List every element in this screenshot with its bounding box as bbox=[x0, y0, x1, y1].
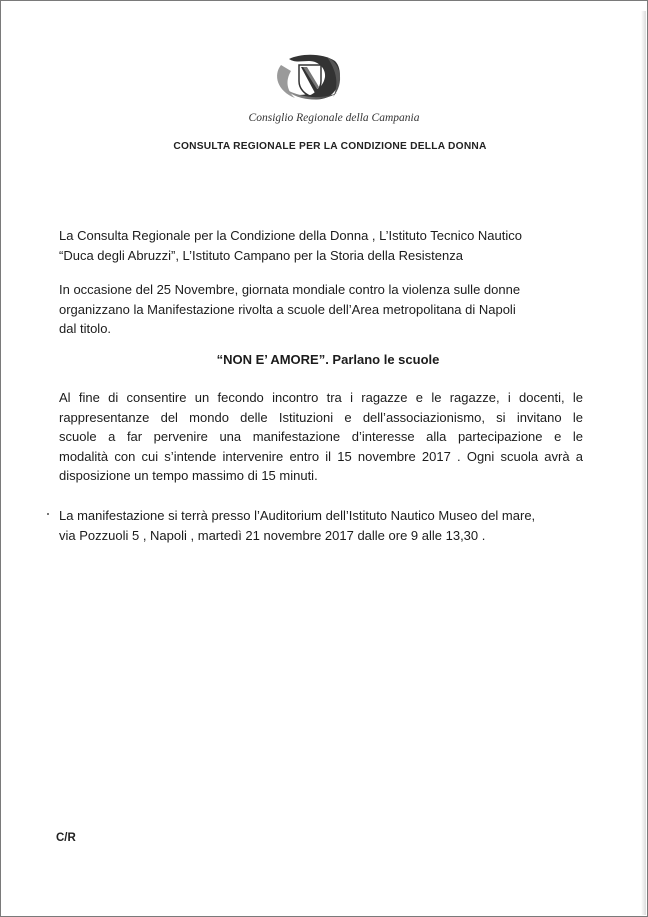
paragraph-invitation bbox=[59, 388, 583, 486]
paragraph-venue bbox=[59, 506, 589, 545]
text-line: disposizione un tempo massimo di 15 minuti. bbox=[59, 468, 318, 483]
regione-campania-emblem-icon bbox=[271, 51, 345, 103]
text-line: dal titolo. bbox=[59, 321, 112, 336]
text-line: scuole a far pervenire una manifestazione d’interesse alla partecipazione e le bbox=[59, 429, 583, 444]
paragraph-intro bbox=[59, 226, 589, 265]
text-line: rappresentanze del mondo delle Istituzioni e dell’associazionismo, si invitano le bbox=[59, 409, 583, 425]
text-line: “Duca degli Abruzzi”, L’Istituto Campano per la Storia della Resistenza bbox=[59, 247, 463, 263]
consulta-name: CONSULTA REGIONALE PER LA CONDIZIONE DELLA DONNA bbox=[173, 141, 487, 152]
paragraph-occasion bbox=[59, 280, 589, 339]
initials: C/R bbox=[56, 832, 76, 844]
text-line: In occasione del 25 Novembre, giornata mondiale contro la violenza sulle donne bbox=[59, 282, 521, 297]
text-line: organizzano la Manifestazione rivolta a scuole dell’Area metropolitana di Napoli bbox=[59, 301, 516, 317]
text-line: La Consulta Regionale per la Condizione della Donna , L’Istituto Tecnico Nautico bbox=[59, 228, 522, 243]
text-line: La manifestazione si terrà presso l’Auditorium dell’Istituto Nautico Museo del mare, bbox=[59, 508, 536, 523]
event-title: “NON E’ AMORE”. Parlano le scuole bbox=[216, 352, 440, 367]
scan-speck bbox=[47, 513, 49, 515]
council-name: Consiglio Regionale della Campania bbox=[248, 112, 420, 124]
text-line: Al fine di consentire un fecondo incontro tra i ragazze e le ragazze, i docenti, le bbox=[59, 390, 583, 405]
text-line: via Pozzuoli 5 , Napoli , martedì 21 novembre 2017 dalle ore 9 alle 13,30 . bbox=[59, 527, 486, 543]
text-line: modalità con cui s’intende intervenire entro il 15 novembre 2017 . Ogni scuola avrà a bbox=[59, 448, 583, 464]
